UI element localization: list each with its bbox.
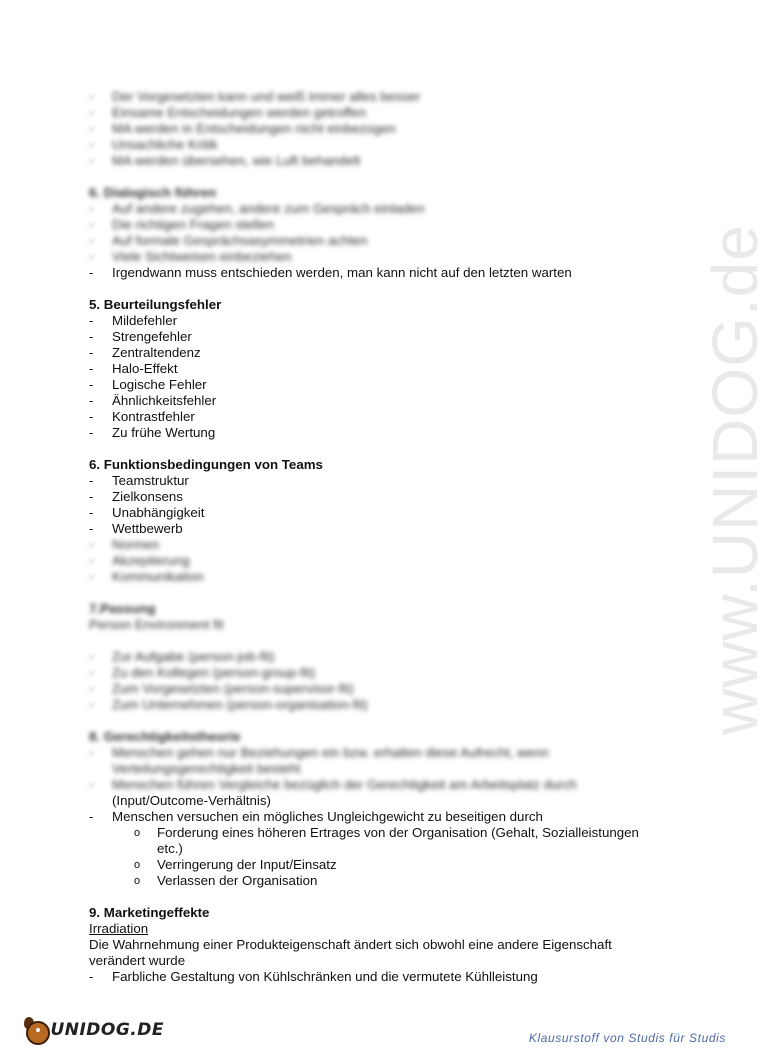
list-item: - Kontrastfehler	[89, 409, 689, 425]
list-item: - Akzeptierung	[89, 553, 689, 569]
list-item: - Kommunikation	[89, 569, 689, 585]
list-item: - Auf formale Gesprächsasymmetrien achten	[89, 233, 689, 249]
list-item-continuation: Verteilungsgerechtigkeit besteht	[112, 761, 301, 776]
list-item: - MA werden in Entscheidungen nicht einbezogen	[89, 121, 689, 137]
list-item: - Zur Aufgabe (person-job-fit)	[89, 649, 689, 665]
section-heading: 6. Funktionsbedingungen von Teams	[89, 457, 323, 472]
list-item: - Wettbewerb	[89, 521, 689, 537]
list-item: - Zielkonsens	[89, 489, 689, 505]
sub-list-item: o Verlassen der Organisation	[89, 873, 689, 889]
section-subtitle: Person Environment fit	[89, 617, 224, 632]
list-item: - Zum Unternehmen (person-organisation-fit)	[89, 697, 689, 713]
sub-list-item: o Forderung eines höheren Ertrages von der Organisation (Gehalt, Sozialleistungen	[89, 825, 689, 841]
list-item: - Viele Sichtweisen einbeziehen	[89, 249, 689, 265]
watermark: www.UNIDOG.de	[699, 224, 771, 735]
list-item: - Logische Fehler	[89, 377, 689, 393]
list-item: - MA werden übersehen, wie Luft behandelt	[89, 153, 689, 169]
list-item: - Der Vorgesetzten kann und weiß immer alles besser	[89, 89, 689, 105]
sub-list-item: o Verringerung der Input/Einsatz	[89, 857, 689, 873]
list-item: - Auf andere zugehen, andere zum Gespräch einladen	[89, 201, 689, 217]
section-subheading: Irradiation	[89, 921, 149, 936]
section-heading: 9. Marketingeffekte	[89, 905, 210, 920]
paragraph-line: verändert wurde	[89, 953, 186, 968]
list-item: - Strengefehler	[89, 329, 689, 345]
list-item: - Menschen versuchen ein mögliches Ungleichgewicht zu beseitigen durch	[89, 809, 689, 825]
list-item: - Einsame Entscheidungen werden getroffen	[89, 105, 689, 121]
list-item: - Menschen gehen nur Beziehungen ein bzw. erhalten diese Aufrecht, wenn	[89, 745, 689, 761]
list-item: - Menschen führen Vergleiche bezüglich der Gerechtigkeit am Arbeitsplatz durch	[89, 777, 689, 793]
list-item: - Halo-Effekt	[89, 361, 689, 377]
list-item: - Unabhängigkeit	[89, 505, 689, 521]
list-item: - Farbliche Gestaltung von Kühlschränken und die vermutete Kühlleistung	[89, 969, 689, 985]
list-item: - Die richtigen Fragen stellen	[89, 217, 689, 233]
logo-text: UNIDOG.DE	[50, 1020, 164, 1040]
list-item: - Normen	[89, 537, 689, 553]
unidog-logo	[24, 1013, 164, 1047]
list-item: - Teamstruktur	[89, 473, 689, 489]
list-item: - Zentraltendenz	[89, 345, 689, 361]
dog-mascot-icon	[24, 1015, 48, 1045]
list-item: - Irgendwann muss entschieden werden, man kann nicht auf den letzten warten	[89, 265, 689, 281]
section-heading: 5. Beurteilungsfehler	[89, 297, 222, 312]
list-item: - Zu frühe Wertung	[89, 425, 689, 441]
list-item: - Ähnlichkeitsfehler	[89, 393, 689, 409]
footer-tagline: Klausurstoff von Studis für Studis	[528, 1031, 726, 1045]
sub-list-item-continuation: etc.)	[157, 841, 183, 856]
list-item-continuation: (Input/Outcome-Verhältnis)	[112, 793, 271, 808]
list-item: - Zum Vorgesetzten (person-supervisor-fit)	[89, 681, 689, 697]
section-heading: 8. Gerechtigkeitstheorie	[89, 729, 241, 744]
section-heading: 6. Dialogisch führen	[89, 185, 217, 200]
paragraph-line: Die Wahrnehmung einer Produkteigenschaft ändert sich obwohl eine andere Eigenschaft	[89, 937, 612, 952]
list-item: - Mildefehler	[89, 313, 689, 329]
section-heading: 7.Passung	[89, 601, 156, 616]
list-item: - Zu den Kollegen (person-group-fit)	[89, 665, 689, 681]
document-body	[89, 89, 689, 985]
list-item: - Unsachliche Kritik	[89, 137, 689, 153]
